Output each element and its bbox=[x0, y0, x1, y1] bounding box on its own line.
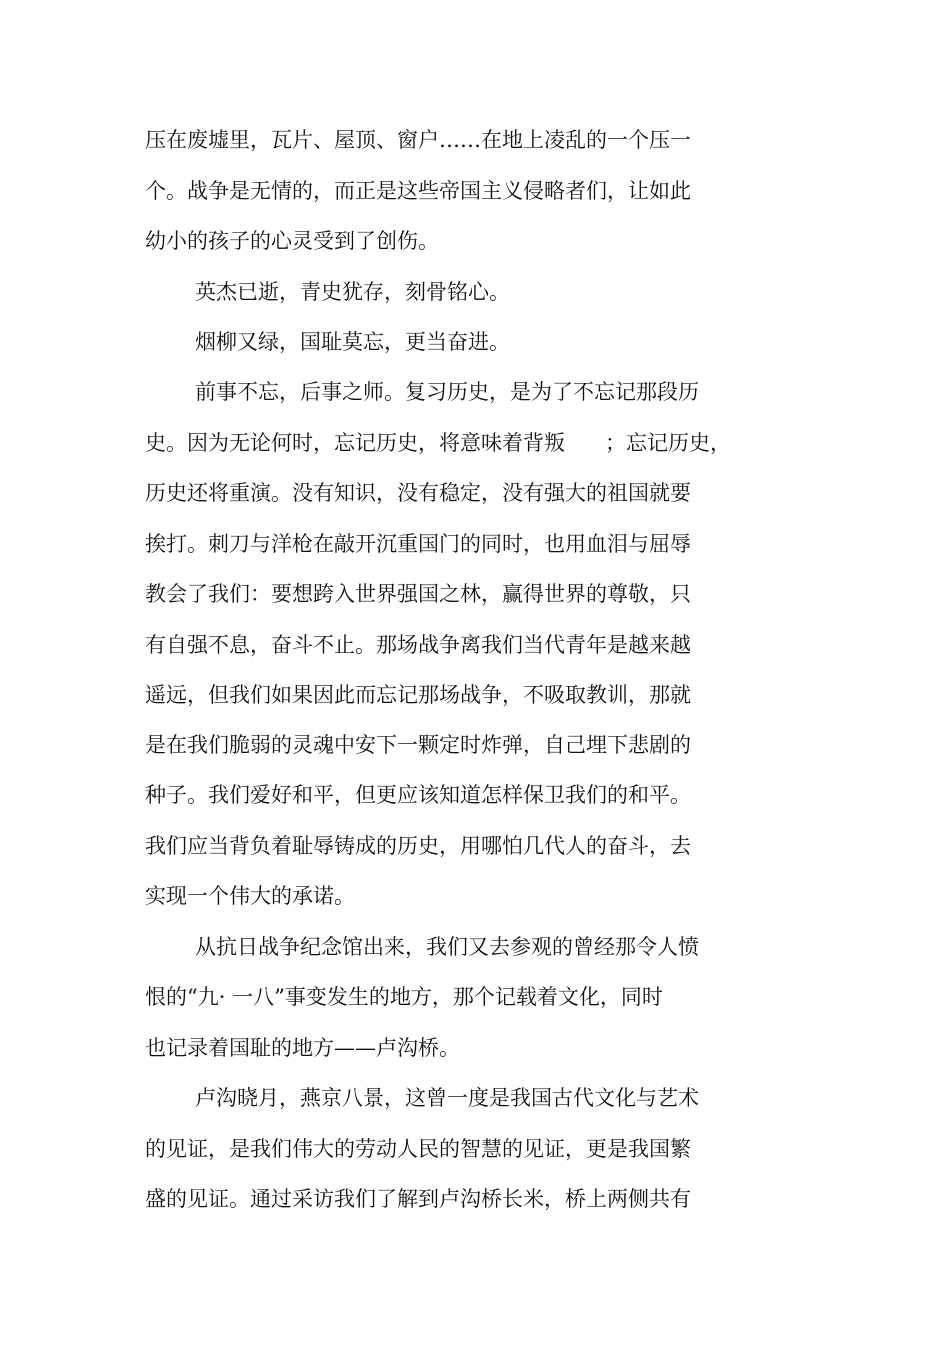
text-line: 的见证，是我们伟大的劳动人民的智慧的见证，更是我国繁 bbox=[145, 1137, 691, 1161]
text-line: 恨的“九· 一八”事变发生的地方，那个记载着文化，同时 bbox=[145, 985, 663, 1009]
text-line: 历史还将重演。没有知识，没有稳定，没有强大的祖国就要 bbox=[145, 481, 691, 505]
text-line: 种子。我们爱好和平，但更应该知道怎样保卫我们的和平。 bbox=[145, 783, 691, 807]
text-line: 挨打。刺刀与洋枪在敲开沉重国门的同时，也用血泪与屈辱 bbox=[145, 532, 691, 556]
text-line: 教会了我们：要想跨入世界强国之林，赢得世界的尊敬，只 bbox=[145, 582, 691, 606]
text-line: 盛的见证。通过采访我们了解到卢沟桥长米，桥上两侧共有 bbox=[145, 1187, 691, 1211]
text-line: 从抗日战争纪念馆出来，我们又去参观的曾经那令人愤 bbox=[195, 935, 699, 959]
text-line: 实现一个伟大的承诺。 bbox=[145, 884, 355, 908]
text-line: 是在我们脆弱的灵魂中安下一颗定时炸弹，自己埋下悲剧的 bbox=[145, 733, 691, 757]
text-line: 压在废墟里，瓦片、屋顶、窗户……在地上凌乱的一个压一 bbox=[145, 128, 691, 152]
text-line: 史。因为无论何时，忘记历史，将意味着背叛 ；忘记历史， bbox=[145, 431, 732, 455]
text-line: 也记录着国耻的地方——卢沟桥。 bbox=[145, 1036, 460, 1060]
text-line: 幼小的孩子的心灵受到了创伤。 bbox=[145, 229, 439, 253]
text-line: 烟柳又绿，国耻莫忘，更当奋进。 bbox=[195, 330, 510, 354]
text-line: 有自强不息，奋斗不止。那场战争离我们当代青年是越来越 bbox=[145, 633, 691, 657]
text-line: 卢沟晓月，燕京八景，这曾一度是我国古代文化与艺术 bbox=[195, 1086, 699, 1110]
text-line: 遥远，但我们如果因此而忘记那场战争，不吸取教训，那就 bbox=[145, 683, 691, 707]
text-line: 前事不忘，后事之师。复习历史，是为了不忘记那段历 bbox=[195, 380, 699, 404]
text-line: 英杰已逝，青史犹存，刻骨铭心。 bbox=[195, 280, 510, 304]
text-line: 我们应当背负着耻辱铸成的历史，用哪怕几代人的奋斗，去 bbox=[145, 834, 691, 858]
text-line: 个。战争是无情的，而正是这些帝国主义侵略者们，让如此 bbox=[145, 179, 691, 203]
